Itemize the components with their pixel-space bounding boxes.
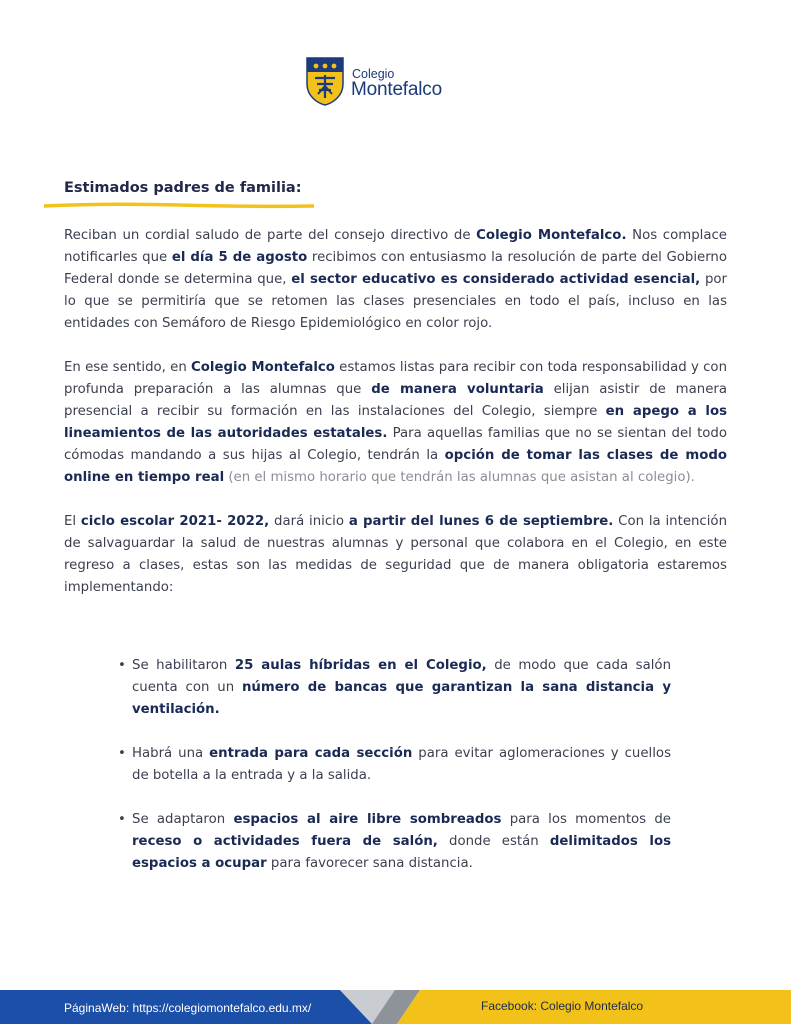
paragraph-intro: Reciban un cordial saludo de parte del consejo directivo de Colegio Montefalco. Nos complace notificarles que el día 5 de agosto recibimos con entusiasmo la resolución de parte del Gobierno Federal donde se determina que, el sector educativo es considerado actividad esencial, por lo que se permitiría que se retomen las clases presenciales en todo el país, incluso en las entidades con Semáforo de Riesgo Epidemiológico en color rojo. — [64, 228, 727, 331]
yellow-underline-brushstroke — [44, 202, 314, 210]
logo-text-colegio: Colegio — [352, 67, 395, 81]
list-item: • Se habilitaron 25 aulas híbridas en el Colegio, de modo que cada salón cuenta con un número de bancas que garantizan la sana distancia y ventilación. — [118, 655, 671, 721]
paragraph-attendance: En ese sentido, en Colegio Montefalco estamos listas para recibir con toda responsabilidad y con profunda preparación a las alumnas que de manera voluntaria elijan asistir de manera presencial a recibir su formación en las instalaciones del Colegio, siempre en apego a los lineamientos de las autoridades estatales. Para aquellas familias que no se sientan del todo cómodas mandando a sus hijas al Colegio, tendrán la opción de tomar las clases de modo online en tiempo real (en el mismo horario que tendrán las alumnas que asistan al colegio). — [64, 360, 727, 485]
footer-facebook-link[interactable]: Facebook: Colegio Montefalco — [481, 999, 644, 1013]
paragraph-school-year: El ciclo escolar 2021- 2022, dará inicio a partir del lunes 6 de septiembre. Con la intención de salvaguardar la salud de nuestras alumnas y personal que colabora en el Colegio, en este regreso a clases, estas son las medidas de seguridad que de manera obligatoria estaremos implementando: — [64, 514, 727, 595]
greeting-heading: Estimados padres de familia: — [64, 180, 302, 196]
logo-text-montefalco: Montefalco — [351, 79, 442, 100]
bullet-dot: • — [118, 658, 126, 673]
bullet-dot: • — [118, 746, 126, 761]
footer-bar — [0, 990, 791, 1024]
list-item: • Se adaptaron espacios al aire libre sombreados para los momentos de receso o actividades fuera de salón, donde están delimitados los espacios a ocupar para favorecer sana distancia. — [118, 809, 671, 875]
school-logo — [305, 56, 455, 108]
list-item: • Habrá una entrada para cada sección para evitar aglomeraciones y cuellos de botella a la entrada y a la salida. — [118, 743, 671, 787]
footer-website-link[interactable]: PáginaWeb: https://colegiomontefalco.edu.mx/ — [64, 1001, 312, 1015]
safety-measures-list — [118, 655, 671, 897]
shield-crest-icon — [305, 56, 345, 106]
bullet-dot: • — [118, 812, 126, 827]
